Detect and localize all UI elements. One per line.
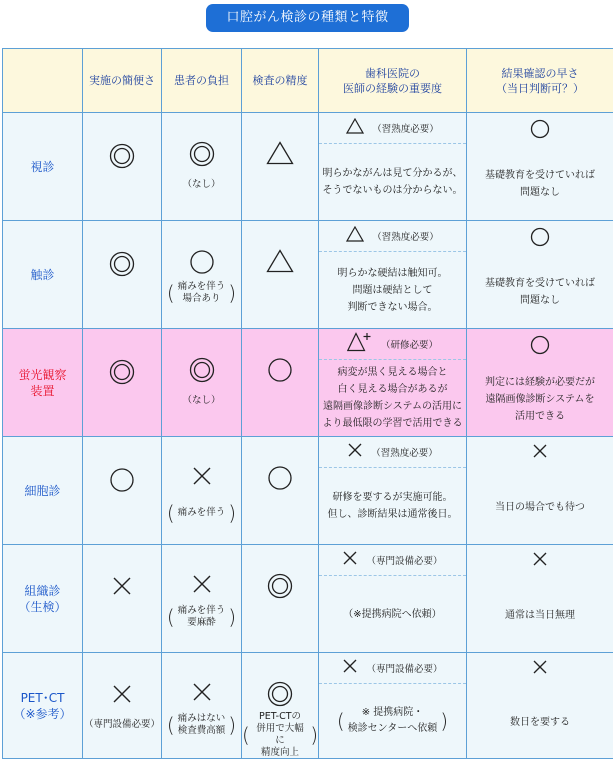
cell-experience	[319, 545, 467, 653]
burden-note-line2: 検査費高額	[177, 725, 226, 736]
cell-experience	[319, 329, 467, 437]
experience-text-line: 研修を要するが実施可能。	[332, 492, 453, 503]
circle-icon	[242, 357, 318, 387]
page-title: 口腔がん検診の種類と特徴	[206, 4, 409, 32]
row-label	[3, 221, 83, 329]
cross-icon	[83, 575, 161, 601]
cross-icon	[342, 658, 358, 678]
experience-text-line: （※提携病院へ依頼）	[343, 608, 442, 620]
cell-speed	[467, 437, 613, 545]
cell-ease	[83, 221, 162, 329]
speed-text-line: 通常は当日無理	[505, 610, 575, 621]
cell-burden: ( 痛みはない 検査費高額 )	[162, 653, 242, 759]
cell-burden: ( 痛みを伴う )	[162, 437, 242, 545]
experience-text-line: 明らかながんは見て分かるが、	[322, 168, 463, 179]
cell-ease	[83, 545, 162, 653]
experience-requirement: （習熟度必要）	[372, 124, 439, 135]
row-label-line2: （生検）	[18, 599, 67, 614]
experience-requirement: （研修必要）	[380, 340, 438, 351]
double-circle-icon	[162, 357, 241, 387]
header-speed	[467, 49, 613, 113]
accuracy-note-line1: PET-CTの	[258, 711, 302, 722]
header-speed-line2: （当日判断可？）	[496, 81, 584, 95]
cell-accuracy	[242, 437, 319, 545]
row-label	[3, 437, 83, 545]
row-label-line1: 細胞診	[24, 483, 61, 498]
cell-burden: ( 痛みを伴う 要麻酔 )	[162, 545, 242, 653]
row-label-line1: PET･CT	[20, 690, 65, 705]
double-circle-icon	[83, 251, 161, 281]
triangle-icon	[242, 141, 318, 169]
row-label-line1: 視診	[30, 159, 55, 174]
experience-text-line: そうでないものは分からない。	[322, 185, 463, 196]
cell-experience: （専門設備必要） ( ※ 提携病院・ 検診センターへ依頼 )	[319, 653, 467, 759]
cell-accuracy	[242, 221, 319, 329]
cross-icon	[162, 681, 241, 707]
cross-icon	[83, 683, 161, 709]
double-circle-icon	[83, 143, 161, 173]
accuracy-note-line3: 精度向上	[260, 747, 299, 758]
cell-accuracy: ( PET-CTの 併用で大幅に 精度向上 )	[242, 653, 319, 759]
row-label	[3, 113, 83, 221]
cell-speed	[467, 545, 613, 653]
title-area	[0, 0, 615, 40]
burden-note-line2: 要麻酔	[187, 617, 216, 628]
cell-experience	[319, 437, 467, 545]
cell-speed	[467, 221, 613, 329]
cell-ease	[83, 437, 162, 545]
experience-text-line: 遠隔画像診断システムの活用に	[323, 401, 462, 412]
cross-icon	[342, 550, 358, 570]
header-experience-line1: 歯科医院の	[365, 66, 420, 80]
row-label-line1: 組織診	[24, 583, 61, 598]
ease-note: （専門設備必要）	[83, 719, 160, 730]
burden-note-line1: 痛みを伴う	[177, 281, 226, 292]
burden-note: （なし）	[182, 179, 221, 190]
header-accuracy: 検査の精度	[242, 49, 319, 113]
experience-text-line: 問題は硬結として	[352, 284, 433, 296]
speed-text-line: 問題なし	[520, 294, 560, 306]
burden-note-line1: 痛みはない	[177, 713, 226, 724]
row-label	[3, 653, 83, 759]
cell-accuracy	[242, 545, 319, 653]
row-label-line2: 装置	[30, 383, 55, 398]
circle-icon	[467, 119, 613, 143]
circle-icon	[467, 335, 613, 359]
experience-text-line: 明らかな硬結は触知可。	[337, 267, 448, 279]
experience-text-line: 検診センターへ依頼	[347, 723, 438, 734]
speed-text-line: 問題なし	[520, 186, 560, 198]
circle-icon	[162, 249, 241, 279]
cell-speed	[467, 329, 613, 437]
header-burden: 患者の負担	[162, 49, 242, 113]
header-experience	[319, 49, 467, 113]
cell-speed	[467, 653, 613, 759]
double-circle-icon	[162, 141, 241, 171]
burden-note-line1: 痛みを伴う	[177, 605, 226, 616]
speed-text-line: 遠隔画像診断システムを	[485, 394, 595, 405]
accuracy-note-line2: 併用で大幅に	[256, 723, 304, 746]
row-label-line1: 蛍光観察	[18, 367, 67, 382]
cell-experience	[319, 221, 467, 329]
experience-text-line: 判断できない場合。	[347, 301, 438, 313]
cell-ease	[83, 329, 162, 437]
cell-ease	[83, 653, 162, 759]
cell-burden: ( 痛みを伴う 場合あり )	[162, 221, 242, 329]
speed-text-line: 基礎教育を受けていれば	[485, 169, 595, 181]
experience-text-line: 白く見える場合があるが	[337, 384, 448, 395]
cell-experience	[319, 113, 467, 221]
experience-requirement: （専門設備必要）	[366, 556, 443, 567]
cell-accuracy	[242, 329, 319, 437]
cell-ease	[83, 113, 162, 221]
row-label-line2: （※参考）	[13, 706, 72, 721]
comparison-table	[2, 48, 613, 759]
triangle-icon	[242, 249, 318, 277]
experience-text-line: 病変が黒く見える場合と	[337, 367, 448, 378]
burden-note: （なし）	[182, 395, 221, 406]
speed-text-line: 当日の場合でも待つ	[495, 502, 585, 513]
burden-note-line1: 痛みを伴う	[177, 507, 226, 518]
cross-icon	[162, 465, 241, 491]
row-label-line1: 触診	[30, 267, 55, 282]
experience-requirement: （専門設備必要）	[366, 664, 443, 675]
speed-text-line: 基礎教育を受けていれば	[485, 277, 595, 289]
cross-icon	[347, 442, 363, 462]
cell-burden	[162, 113, 242, 221]
cross-icon	[467, 551, 613, 571]
experience-requirement: （習熟度必要）	[372, 232, 439, 243]
circle-icon	[467, 227, 613, 251]
header-experience-line2: 医師の経験の重要度	[343, 81, 442, 95]
experience-text-line: 但し、診断結果は通常後日。	[327, 509, 458, 520]
triangle-icon	[346, 118, 364, 138]
cell-accuracy	[242, 113, 319, 221]
circle-icon	[242, 465, 318, 495]
speed-text-line: 活用できる	[515, 411, 565, 422]
row-label	[3, 545, 83, 653]
header-speed-line1: 結果確認の早さ	[501, 66, 579, 80]
header-ease: 実施の簡便さ	[83, 49, 162, 113]
speed-text-line: 数日を要する	[510, 717, 570, 728]
cross-icon	[467, 659, 613, 679]
experience-text-line: より最低限の学習で活用できる	[322, 418, 463, 429]
experience-requirement: （習熟度必要）	[371, 448, 438, 459]
double-circle-icon	[83, 359, 161, 389]
circle-icon	[83, 467, 161, 497]
triangle-icon	[346, 226, 364, 246]
cell-burden	[162, 329, 242, 437]
header-corner	[3, 49, 83, 113]
double-circle-icon	[242, 573, 318, 603]
experience-text-line: ※ 提携病院・	[361, 707, 424, 718]
cross-icon	[467, 443, 613, 463]
speed-text-line: 判定には経験が必要だが	[485, 377, 595, 388]
triangle-plus-icon	[347, 332, 373, 356]
burden-note-line2: 場合あり	[182, 293, 221, 304]
cell-speed	[467, 113, 613, 221]
double-circle-icon	[242, 681, 318, 711]
row-label	[3, 329, 83, 437]
cross-icon	[162, 573, 241, 599]
